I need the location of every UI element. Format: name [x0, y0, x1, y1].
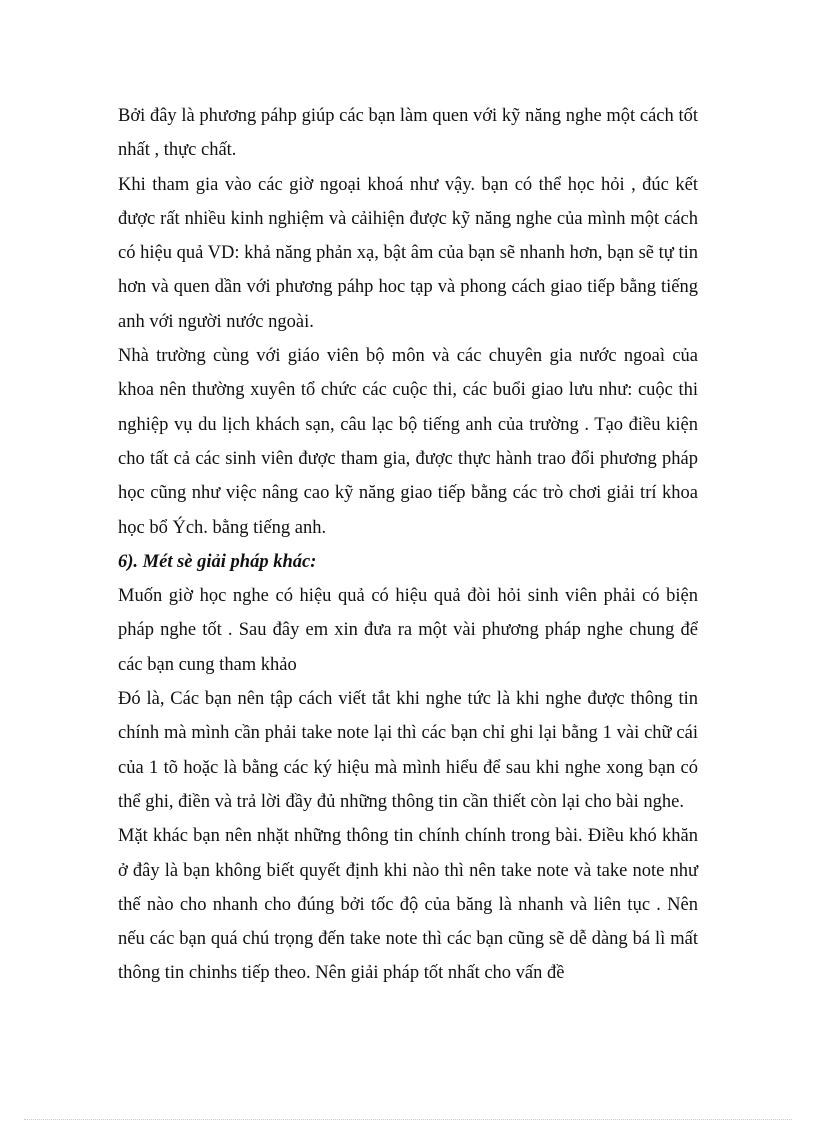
paragraph-3: Nhà trường cùng với giáo viên bộ môn và các chuyên gia nước ngoaì của khoa nên thường xuyên tổ chức các cuộc thi, các buổi giao lưu như: cuộc thi nghiệp vụ du lịch khách sạn, câu lạc bộ tiếng anh của trường . Tạo điều kiện cho tất cả các sinh viên được tham gia, được thực hành trao đổi phương pháp học cũng như việc nâng cao kỹ năng giao tiếp bằng các trò chơi giải trí khoa học bổ Ých. bằng tiếng anh.	[118, 346, 698, 538]
section-heading: 6). Mét sè giải pháp khác:	[118, 551, 317, 572]
document-body	[118, 99, 698, 991]
paragraph-4: Muốn giờ học nghe có hiệu quả có hiệu quả đòi hỏi sinh viên phải có biện pháp nghe tốt . Sau đây em xin đưa ra một vài phương pháp nghe chung để các bạn cung tham khảo	[118, 586, 698, 675]
paragraph-5: Đó là, Các bạn nên tập cách viết tắt khi nghe tức là khi nghe được thông tin chính mà mình cần phải take note lại thì các bạn chỉ ghi lại bằng 1 vài chữ cái của 1 tõ hoặc là bằng các ký hiệu mà mình hiểu để sau khi nghe xong bạn có thể ghi, điền và trả lời đầy đủ những thông tin cần thiết còn lại cho bài nghe.	[118, 689, 698, 812]
paragraph-2: Khi tham gia vào các giờ ngoại khoá như vậy. bạn có thể học hỏi , đúc kết được rất nhiều kinh nghiệm và cảihiện được kỹ năng nghe của mình một cách có hiệu quả VD: khả năng phản xạ, bật âm của bạn sẽ nhanh hơn, bạn sẽ tự tin hơn và quen dần với phương páhp hoc tạp và phong cách giao tiếp bằng tiếng anh với người nước ngoài.	[118, 174, 698, 332]
page-bottom-divider	[24, 1119, 792, 1120]
paragraph-1: Bởi đây là phương páhp giúp các bạn làm quen với kỹ năng nghe một cách tốt nhất , thực chất.	[118, 106, 698, 161]
paragraph-6: Mặt khác bạn nên nhặt những thông tin chính chính trong bài. Điều khó khăn ở đây là bạn không biết quyết định khi nào thì nên take note và take note như thế nào cho nhanh cho đúng bởi tốc độ của băng là nhanh và liên tục . Nên nếu các bạn quá chú trọng đến take note thì các bạn cũng sẽ dễ dàng bá lì mất thông tin chinhs tiếp theo. Nên giải pháp tốt nhất cho vấn đề	[118, 826, 698, 984]
